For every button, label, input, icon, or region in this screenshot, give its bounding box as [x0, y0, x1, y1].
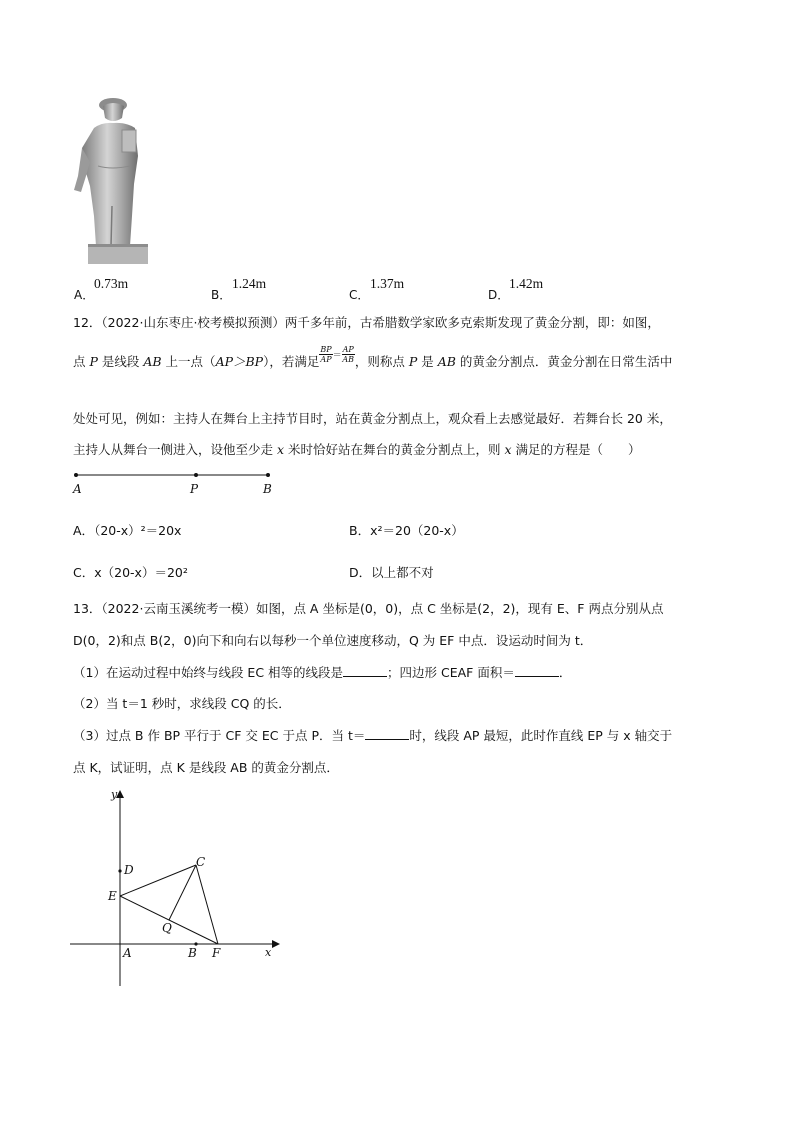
- q12-option-b[interactable]: [349, 521, 464, 541]
- inequality: AP＞BP: [215, 354, 264, 369]
- label-B: B: [263, 482, 272, 496]
- option-text: x（20-x）＝20²: [94, 565, 188, 580]
- variable-x: x: [276, 442, 285, 457]
- q11-option-a[interactable]: [74, 270, 194, 300]
- text: 的黄金分割点．黄金分割在日常生活中: [455, 354, 673, 369]
- q12-option-c[interactable]: [73, 563, 188, 583]
- text: ），若满足: [263, 354, 320, 369]
- text: 是线段: [97, 354, 144, 369]
- q11-option-b[interactable]: [211, 270, 331, 300]
- label-y: y: [111, 788, 118, 801]
- text: 时，线段 AP 最短，此时作直线 EP 与 x 轴交于: [409, 728, 673, 743]
- label-A: A: [123, 946, 132, 960]
- label-B: B: [188, 946, 197, 960]
- segment-figure: [70, 466, 290, 500]
- q12-line-3: 处处可见，例如：主持人在舞台上主持节目时，站在黄金分割点上，观众看上去感觉最好．若舞台长 20 米，: [73, 411, 672, 426]
- label-P: P: [190, 482, 199, 496]
- q11-option-c[interactable]: [349, 270, 469, 300]
- text: 满足的方程是（ ）: [511, 442, 641, 457]
- text: 是: [417, 354, 438, 369]
- text: ；四边形 CEAF 面积＝: [387, 665, 515, 680]
- option-letter: B．: [211, 288, 232, 302]
- answer-blank[interactable]: [365, 727, 409, 740]
- point-P: P: [408, 354, 418, 369]
- label-F: F: [212, 946, 221, 960]
- option-letter: A．: [74, 288, 95, 302]
- variable-x: x: [504, 442, 512, 457]
- option-letter: D．: [349, 565, 372, 580]
- text: ，则称点: [354, 354, 409, 369]
- q11-option-d[interactable]: [488, 270, 608, 300]
- option-letter: A．: [73, 523, 95, 538]
- option-text: x²＝20（20-x）: [370, 523, 464, 538]
- text: 主持人从舞台一侧进入，设他至少走: [73, 442, 277, 457]
- q12-line-2: [73, 346, 672, 380]
- segment-AB: AB: [143, 354, 162, 369]
- fraction-ap-ab: $\frac{AP}{AB}$: [342, 345, 355, 364]
- option-letter: C．: [349, 288, 370, 302]
- q13-sub-1: [73, 663, 571, 683]
- option-letter: D．: [488, 288, 510, 302]
- q12-option-a[interactable]: [73, 521, 181, 541]
- option-letter: B．: [349, 523, 371, 538]
- text: ．: [558, 665, 572, 680]
- q13-line-1: 13．（2022·云南玉溪统考一模）如图，点 A 坐标是(0，0)，点 C 坐标是(2，2)，现有 E、F 两点分别从点: [73, 601, 664, 616]
- q13-sub-3-cont: 点 K，试证明，点 K 是线段 AB 的黄金分割点．: [73, 760, 339, 775]
- fraction-bp-ap: $\frac{BP}{AP}$: [320, 345, 332, 364]
- q12-line-4: [73, 440, 641, 460]
- text: 上一点（: [161, 354, 216, 369]
- equals-sign: ＝: [332, 351, 342, 361]
- label-A: A: [73, 482, 82, 496]
- text: （1）在运动过程中始终与线段 EC 相等的线段是: [73, 665, 344, 680]
- option-value: 1.42m: [509, 276, 544, 291]
- option-text: 以上都不对: [371, 565, 434, 580]
- text: （3）过点 B 作 BP 平行于 CF 交 EC 于点 P．当 t＝: [73, 728, 366, 743]
- option-value: 1.37m: [370, 276, 405, 291]
- label-C: C: [196, 855, 206, 869]
- segment-AB: AB: [437, 354, 456, 369]
- point-P: P: [89, 354, 98, 369]
- label-x: x: [265, 946, 272, 959]
- coordinate-figure: [66, 786, 286, 991]
- option-text: （20-x）²＝20x: [94, 523, 182, 538]
- text: 米时恰好站在舞台的黄金分割点上，则: [284, 442, 505, 457]
- statue-photo: [72, 96, 150, 264]
- option-letter: C．: [73, 565, 95, 580]
- q12-line-1: 12．（2022·山东枣庄·校考模拟预测）两千多年前，古希腊数学家欧多克索斯发现了黄金分割，即：如图，: [73, 315, 660, 330]
- q13-sub-2: （2）当 t＝1 秒时，求线段 CQ 的长．: [73, 696, 291, 711]
- text: 点: [73, 354, 90, 369]
- option-value: 0.73m: [94, 276, 129, 291]
- option-value: 1.24m: [232, 276, 267, 291]
- answer-blank[interactable]: [515, 664, 559, 677]
- q12-option-d[interactable]: [349, 563, 434, 583]
- label-E: E: [108, 889, 117, 903]
- answer-blank[interactable]: [343, 664, 387, 677]
- q13-line-2: D(0，2)和点 B(2，0)向下和向右以每秒一个单位速度移动，Q 为 EF 中点．设运动时间为 t．: [73, 633, 593, 648]
- label-Q: Q: [162, 921, 172, 935]
- label-D: D: [124, 863, 134, 877]
- q13-sub-3: [73, 726, 672, 746]
